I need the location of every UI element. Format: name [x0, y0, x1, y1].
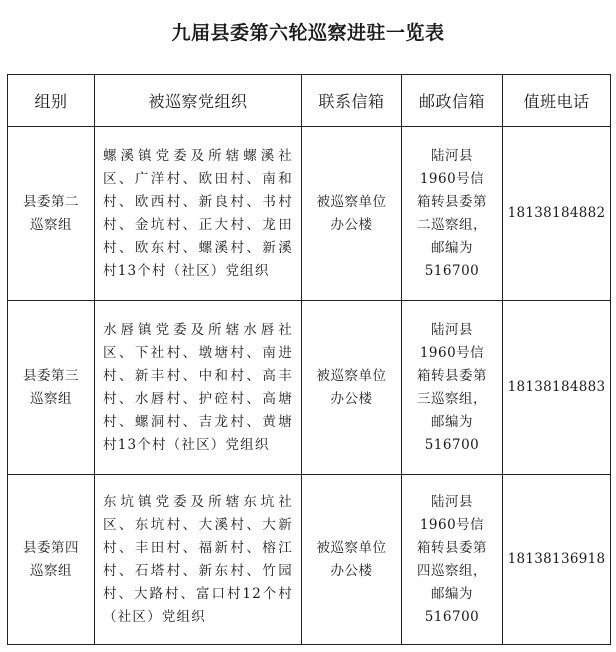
orgs-cell: 东坑镇党委及所辖东坑社区、东坑村、大溪村、大新村、丰田村、福新村、榕江村、石塔村、新东村、竹园村、大路村、富口村12个村（社区）党组织 — [95, 475, 302, 645]
phone-cell: 18138184883 — [503, 301, 611, 475]
phone-cell: 18138136918 — [503, 475, 611, 645]
group-cell: 县委第四巡察组 — [8, 475, 95, 645]
header-phone: 值班电话 — [503, 75, 611, 127]
contact-cell: 被巡察单位办公楼 — [302, 127, 402, 301]
header-postal: 邮政信箱 — [402, 75, 503, 127]
inspection-table — [7, 74, 611, 645]
contact-cell: 被巡察单位办公楼 — [302, 475, 402, 645]
header-contact: 联系信箱 — [302, 75, 402, 127]
page-title: 九届县委第六轮巡察进驻一览表 — [171, 22, 445, 44]
table-row — [8, 127, 611, 301]
phone-cell: 18138184882 — [503, 127, 611, 301]
group-cell: 县委第二巡察组 — [8, 127, 95, 301]
orgs-cell: 螺溪镇党委及所辖螺溪社区、广洋村、欧田村、南和村、欧西村、新良村、书村村、金坑村、正大村、龙田村、欧东村、螺溪村、新溪村13个村（社区）党组织 — [95, 127, 302, 301]
group-cell: 县委第三巡察组 — [8, 301, 95, 475]
postal-cell: 陆河县1960号信箱转县委第四巡察组，邮编为516700 — [402, 475, 503, 645]
contact-cell: 被巡察单位办公楼 — [302, 301, 402, 475]
orgs-cell: 水唇镇党委及所辖水唇社区、下社村、墩塘村、南进村、新丰村、中和村、高丰村、水唇村、护硿村、高塘村、螺洞村、吉龙村、黄塘村13个村（社区）党组织 — [95, 301, 302, 475]
table-row — [8, 301, 611, 475]
header-row — [8, 75, 611, 127]
postal-cell: 陆河县1960号信箱转县委第二巡察组，邮编为516700 — [402, 127, 503, 301]
header-orgs: 被巡察党组织 — [95, 75, 302, 127]
table-row — [8, 475, 611, 645]
postal-cell: 陆河县1960号信箱转县委第三巡察组，邮编为516700 — [402, 301, 503, 475]
header-group: 组别 — [8, 75, 95, 127]
